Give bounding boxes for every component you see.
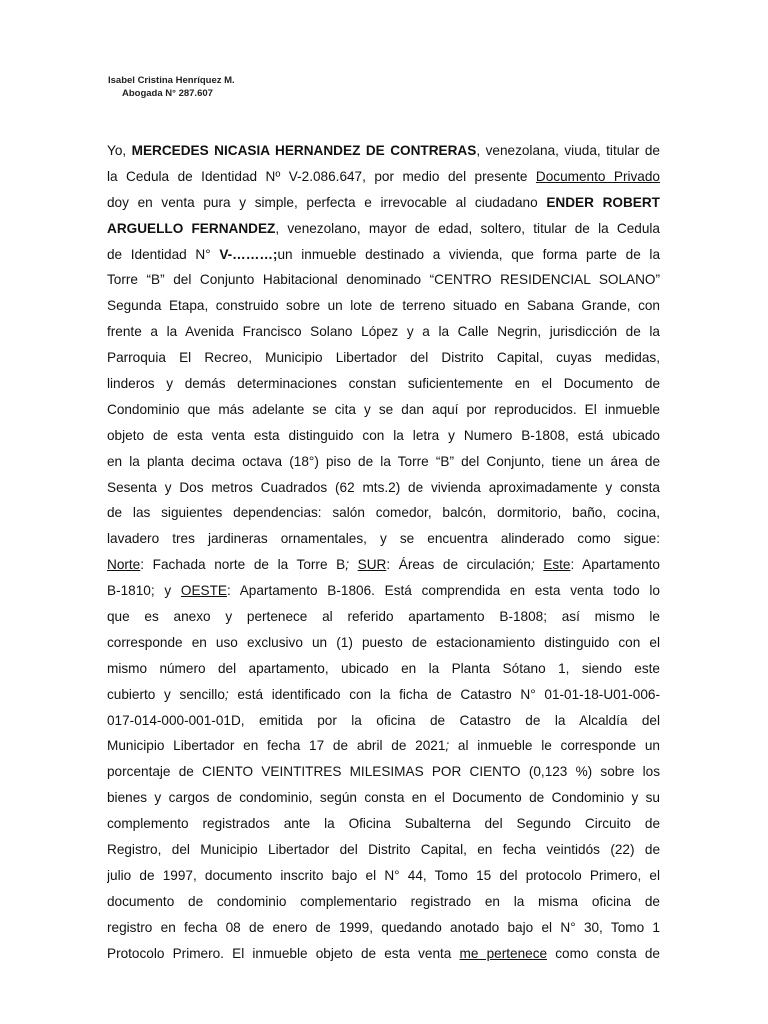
text-segment: MERCEDES NICASIA HERNANDEZ DE CONTRERAS	[131, 143, 477, 158]
lawyer-name: Isabel Cristina Henríquez M.	[108, 75, 235, 86]
body-line	[107, 759, 660, 785]
body-line	[107, 242, 660, 268]
text-segment: de Identidad N°	[107, 246, 220, 262]
text-segment: Norte	[107, 557, 141, 573]
text-segment: Municipio Libertador en fecha 17 de abril de 2021	[107, 738, 446, 754]
text-segment: Este	[543, 557, 571, 573]
body-line	[107, 423, 660, 449]
body-line	[107, 578, 660, 604]
body-line	[107, 785, 660, 811]
letterhead	[108, 74, 235, 100]
body-line	[107, 630, 660, 656]
text-segment: SUR	[357, 557, 387, 573]
body-line	[107, 190, 660, 216]
body-line	[107, 138, 660, 164]
text-segment: documento de condominio complementario registrado en la misma oficina de	[107, 893, 660, 909]
text-segment: : Apartamento	[570, 557, 660, 573]
text-segment: como consta de	[547, 945, 660, 961]
body-line	[107, 449, 660, 475]
text-segment: Documento Privado	[535, 168, 660, 184]
text-segment: V-………;	[219, 246, 278, 262]
body-line	[107, 682, 660, 708]
text-segment: bienes y cargos de condominio, según consta en el Documento de Condominio y su	[107, 790, 660, 806]
text-segment: me pertenece	[459, 945, 548, 961]
text-segment: ;	[530, 557, 535, 573]
body-line	[107, 345, 660, 371]
body-line	[107, 915, 660, 941]
text-segment: Torre “B” del Conjunto Habitacional denominado “CENTRO RESIDENCIAL SOLANO”	[107, 272, 660, 288]
text-segment	[349, 557, 358, 572]
text-segment: Condominio que más adelante se cita y se dan aquí por reproducidos. El inmueble	[107, 401, 660, 417]
text-segment: que es anexo y pertenece al referido apartamento B-1808; así mismo le	[107, 609, 660, 625]
body-line	[107, 293, 660, 319]
body-line	[107, 164, 660, 190]
body-line	[107, 708, 660, 734]
body-line	[107, 319, 660, 345]
text-segment: : Fachada norte de la Torre B	[140, 557, 346, 573]
text-segment: objeto de esta venta esta distinguido con la letra y Numero B-1808, está ubicado	[107, 427, 660, 443]
body-line	[107, 604, 660, 630]
text-segment: está identificado con la ficha de Catastro N° 01-01-18-U01-006-	[228, 686, 660, 702]
text-segment	[535, 557, 544, 572]
text-segment: al inmueble le corresponde un	[449, 738, 660, 754]
body-line	[107, 371, 660, 397]
body-line	[107, 811, 660, 837]
body-line	[107, 889, 660, 915]
text-segment: 017-014-000-001-01D, emitida por la oficina de Catastro de la Alcaldía del	[107, 712, 660, 728]
text-segment: julio de 1997, documento inscrito bajo el N° 44, Tomo 15 del protocolo Primero, el	[107, 867, 660, 883]
text-segment: lavadero tres jardineras ornamentales, y se encuentra alinderado como sigue:	[107, 531, 660, 547]
text-segment: , venezolano, mayor de edad, soltero, titular de la Cedula	[275, 220, 660, 236]
body-line	[107, 656, 660, 682]
text-segment: cubierto y sencillo	[107, 686, 225, 702]
text-segment: linderos y demás determinaciones constan suficientemente en el Documento de	[107, 376, 660, 392]
body-line	[107, 837, 660, 863]
text-segment: porcentaje de CIENTO VEINTITRES MILESIMAS POR CIENTO (0,123 %) sobre los	[107, 764, 660, 780]
text-segment: ;	[224, 686, 229, 702]
text-segment: de las siguientes dependencias: salón comedor, balcón, dormitorio, baño, cocina,	[107, 505, 660, 521]
body-line	[107, 500, 660, 526]
text-segment: Protocolo Primero. El inmueble objeto de esta venta	[107, 945, 460, 961]
body-line	[107, 526, 660, 552]
text-segment: mismo número del apartamento, ubicado en la Planta Sótano 1, siendo este	[107, 660, 660, 676]
text-segment: doy en venta pura y simple, perfecta e irrevocable al ciudadano	[107, 194, 547, 210]
document-body	[107, 138, 660, 967]
body-line	[107, 552, 660, 578]
body-line	[107, 733, 660, 759]
body-line	[107, 216, 660, 242]
text-segment: complemento registrados ante la Oficina Subalterna del Segundo Circuito de	[107, 816, 660, 832]
text-segment: ARGUELLO FERNANDEZ	[107, 220, 276, 236]
body-line	[107, 475, 660, 501]
body-line	[107, 397, 660, 423]
text-segment: ;	[445, 738, 450, 754]
text-segment: corresponde en uso exclusivo un (1) puesto de estacionamiento distinguido con el	[107, 634, 660, 650]
text-segment: : Apartamento B-1806. Está comprendida en esta venta todo lo	[226, 583, 660, 599]
body-line	[107, 941, 660, 967]
text-segment: : Áreas de circulación	[386, 557, 531, 573]
text-segment: registro en fecha 08 de enero de 1999, quedando anotado bajo el N° 30, Tomo 1	[107, 919, 660, 935]
text-segment: ;	[345, 557, 349, 573]
text-segment: Parroquia El Recreo, Municipio Libertador del Distrito Capital, cuyas medidas,	[107, 350, 660, 366]
text-segment: , venezolana, viuda, titular de	[476, 143, 660, 158]
text-segment: Segunda Etapa, construido sobre un lote de terreno situado en Sabana Grande, con	[107, 298, 660, 314]
text-segment: Yo,	[107, 143, 132, 158]
text-segment: la Cedula de Identidad Nº V-2.086.647, por medio del presente	[107, 168, 536, 184]
text-segment: OESTE	[180, 583, 227, 599]
text-segment: B-1810; y	[107, 583, 181, 599]
text-segment: Sesenta y Dos metros Cuadrados (62 mts.2) de vivienda aproximadamente y consta	[107, 479, 660, 495]
text-segment: frente a la Avenida Francisco Solano López y a la Calle Negrin, jurisdicción de la	[107, 324, 660, 340]
lawyer-license: Abogada N° 287.607	[122, 88, 213, 99]
text-segment: en la planta decima octava (18°) piso de la Torre “B” del Conjunto, tiene un área de	[107, 453, 660, 469]
body-line	[107, 863, 660, 889]
body-line	[107, 267, 660, 293]
text-segment: un inmueble destinado a vivienda, que forma parte de la	[277, 246, 660, 262]
text-segment: ENDER ROBERT	[546, 194, 660, 210]
text-segment: Registro, del Municipio Libertador del Distrito Capital, en fecha veintidós (22) de	[107, 842, 660, 858]
